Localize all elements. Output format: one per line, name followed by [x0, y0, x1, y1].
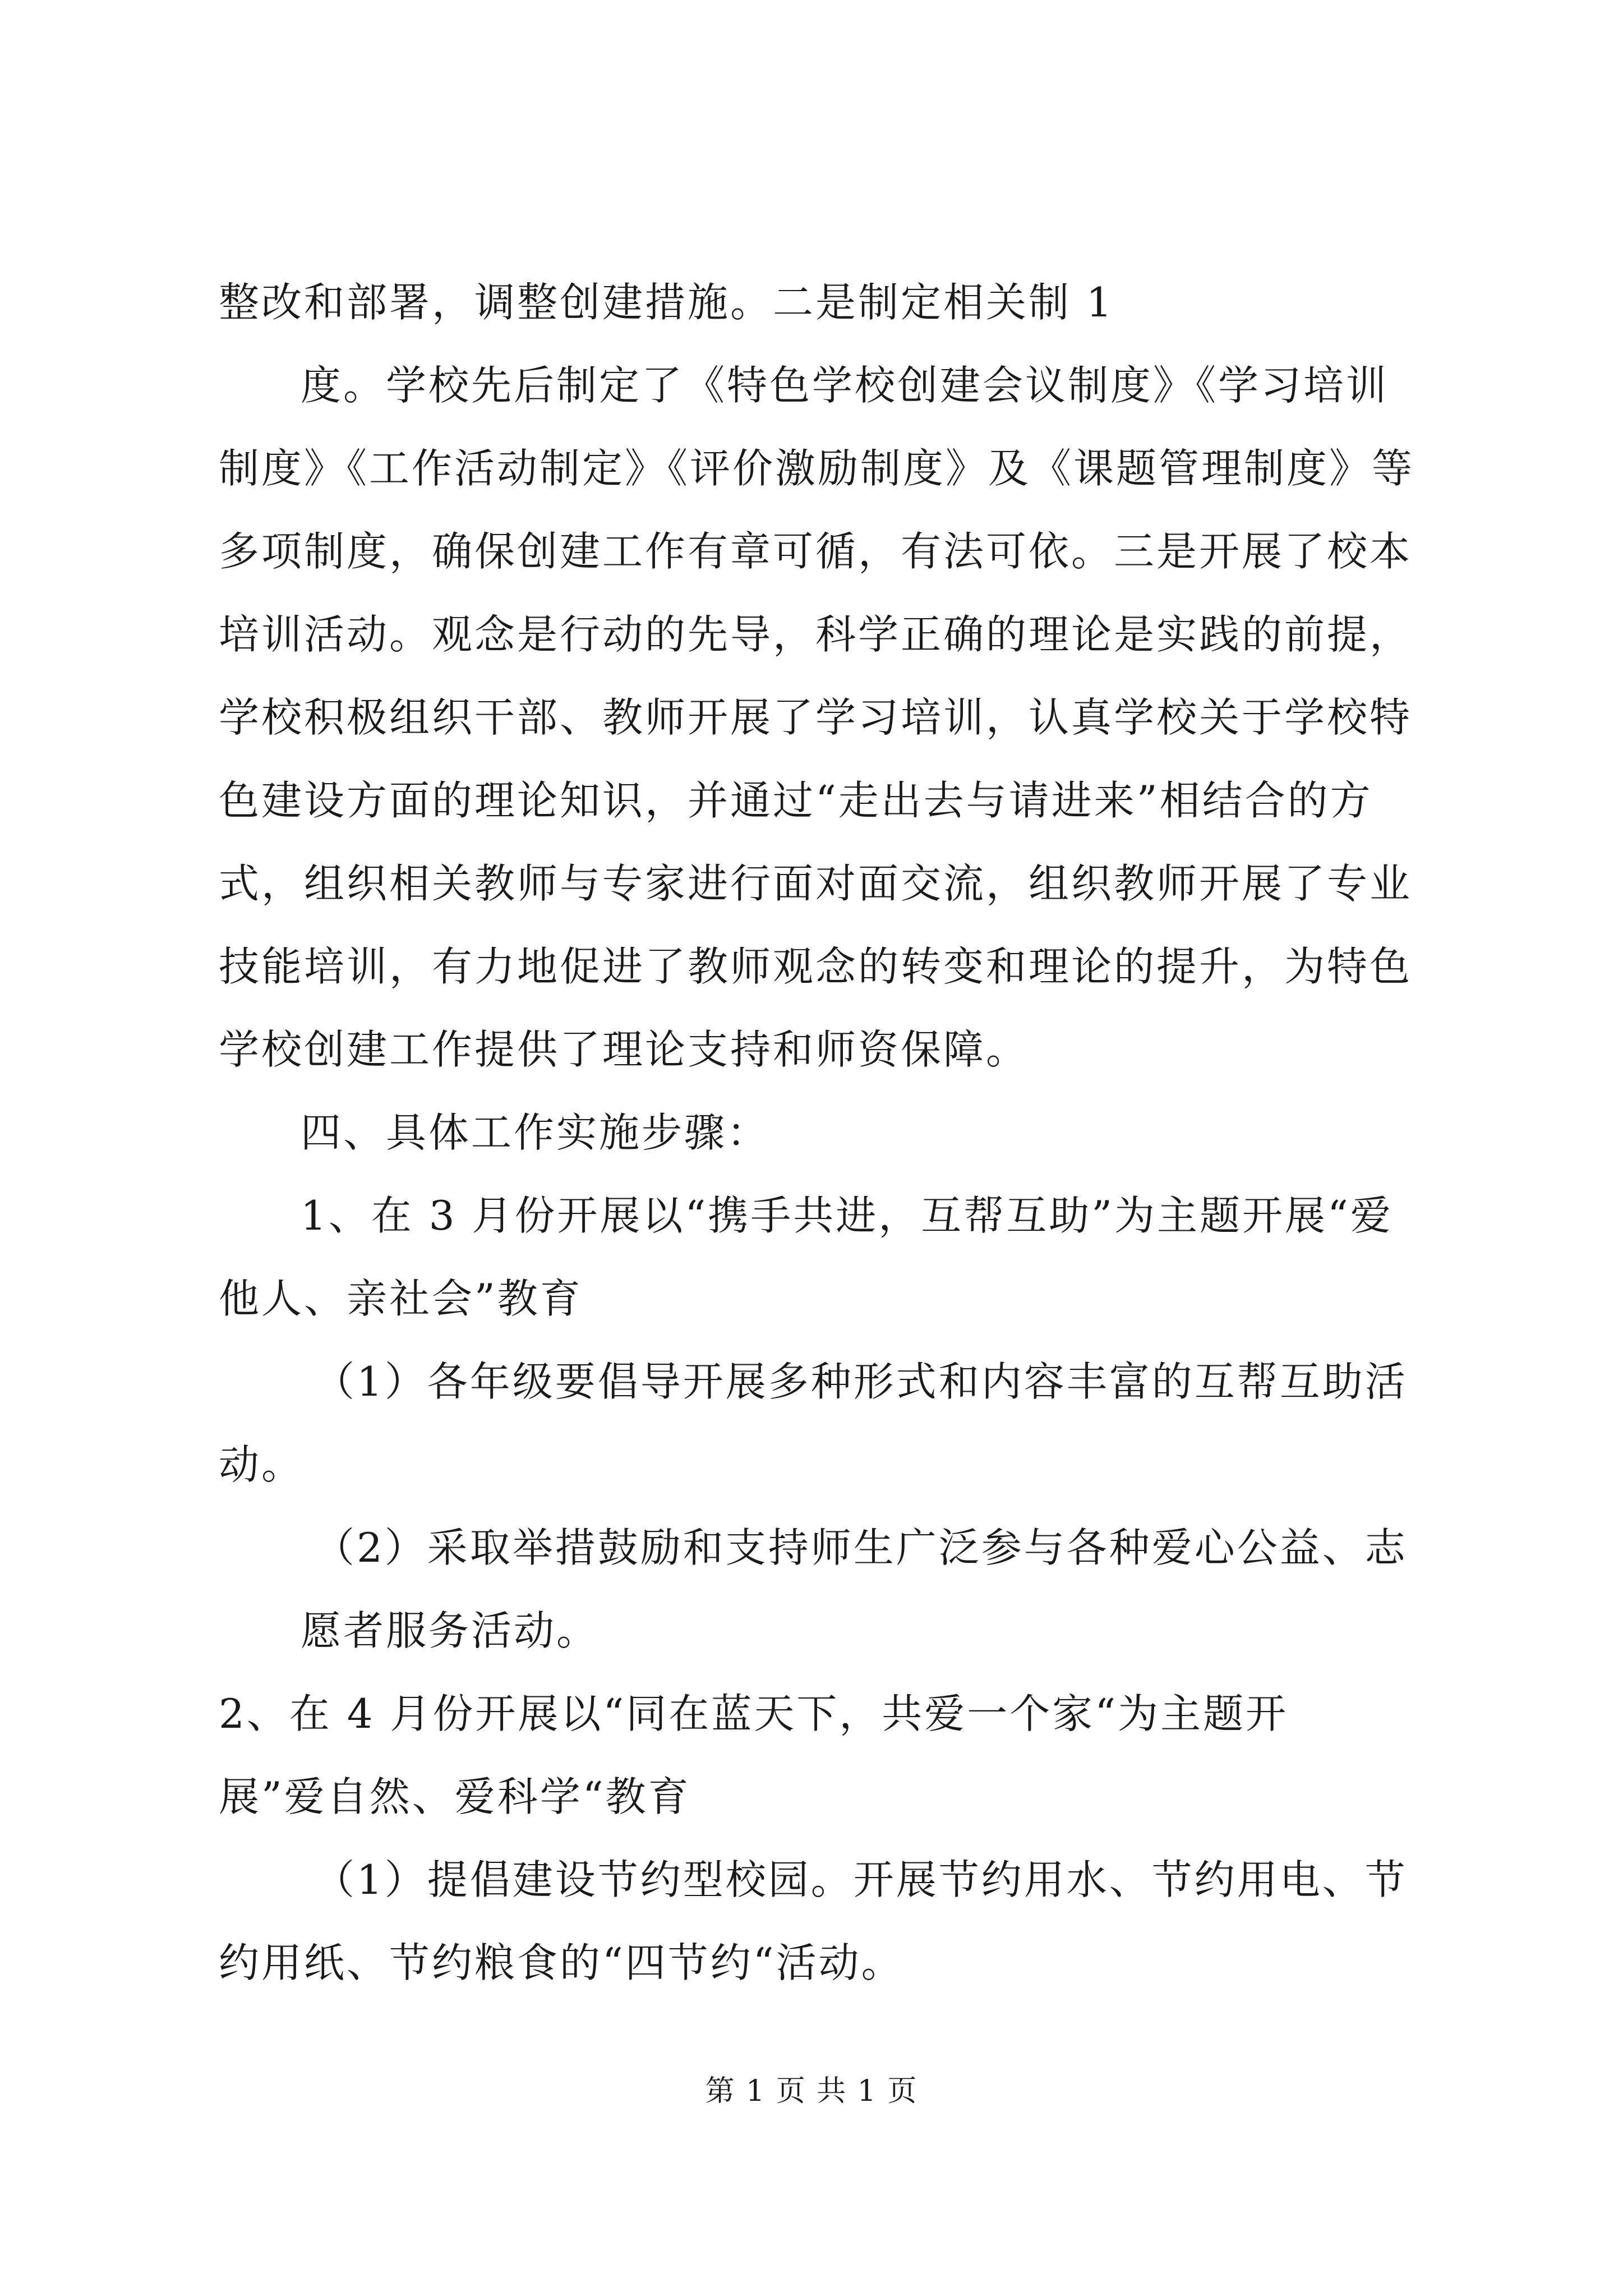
text-line: 度。学校先后制定了《特色学校创建会议制度》《学习培训	[301, 362, 1389, 409]
text-line: 约用纸、节约粮食的“四节约“活动。	[219, 1939, 904, 1986]
text-line: 多项制度，确保创建工作有章可循，有法可依。三是开展了校本	[219, 528, 1413, 575]
text-line: 整改和部署，调整创建措施。二是制定相关制 1	[219, 279, 1114, 326]
text-line: （1）各年级要倡导开展多种形式和内容丰富的互帮互助活	[314, 1358, 1408, 1405]
text-line: 他人、亲社会”教育	[219, 1275, 583, 1322]
section-heading: 四、具体工作实施步骤：	[301, 1109, 770, 1156]
text-line: 技能培训，有力地促进了教师观念的转变和理论的提升，为特色	[219, 943, 1413, 990]
text-line: 展”爱自然、爱科学“教育	[219, 1773, 691, 1820]
text-line: 愿者服务活动。	[301, 1607, 600, 1654]
text-line: 培训活动。观念是行动的先导，科学正确的理论是实践的前提，	[219, 611, 1413, 658]
text-line: 动。	[219, 1441, 305, 1488]
text-line: 学校积极组织干部、教师开展了学习培训，认真学校关于学校特	[219, 694, 1413, 741]
text-line: （1）提倡建设节约型校园。开展节约用水、节约用电、节	[314, 1856, 1408, 1903]
text-line: 学校创建工作提供了理论支持和师资保障。	[219, 1026, 1029, 1073]
page-footer: 第 1 页 共 1 页	[705, 2074, 918, 2108]
text-line: 2、在 4 月份开展以“同在蓝天下，共爱一个家“为主题开	[219, 1690, 1289, 1737]
text-line: （2）采取举措鼓励和支持师生广泛参与各种爱心公益、志	[314, 1524, 1408, 1571]
text-line: 色建设方面的理论知识，并通过“走出去与请进来”相结合的方	[219, 777, 1373, 824]
text-line: 制度》《工作活动制定》《评价激励制度》及《课题管理制度》等	[219, 445, 1415, 492]
text-line: 1、在 3 月份开展以“携手共进，互帮互助”为主题开展“爱	[301, 1192, 1393, 1239]
text-line: 式，组织相关教师与专家进行面对面交流，组织教师开展了专业	[219, 860, 1413, 907]
